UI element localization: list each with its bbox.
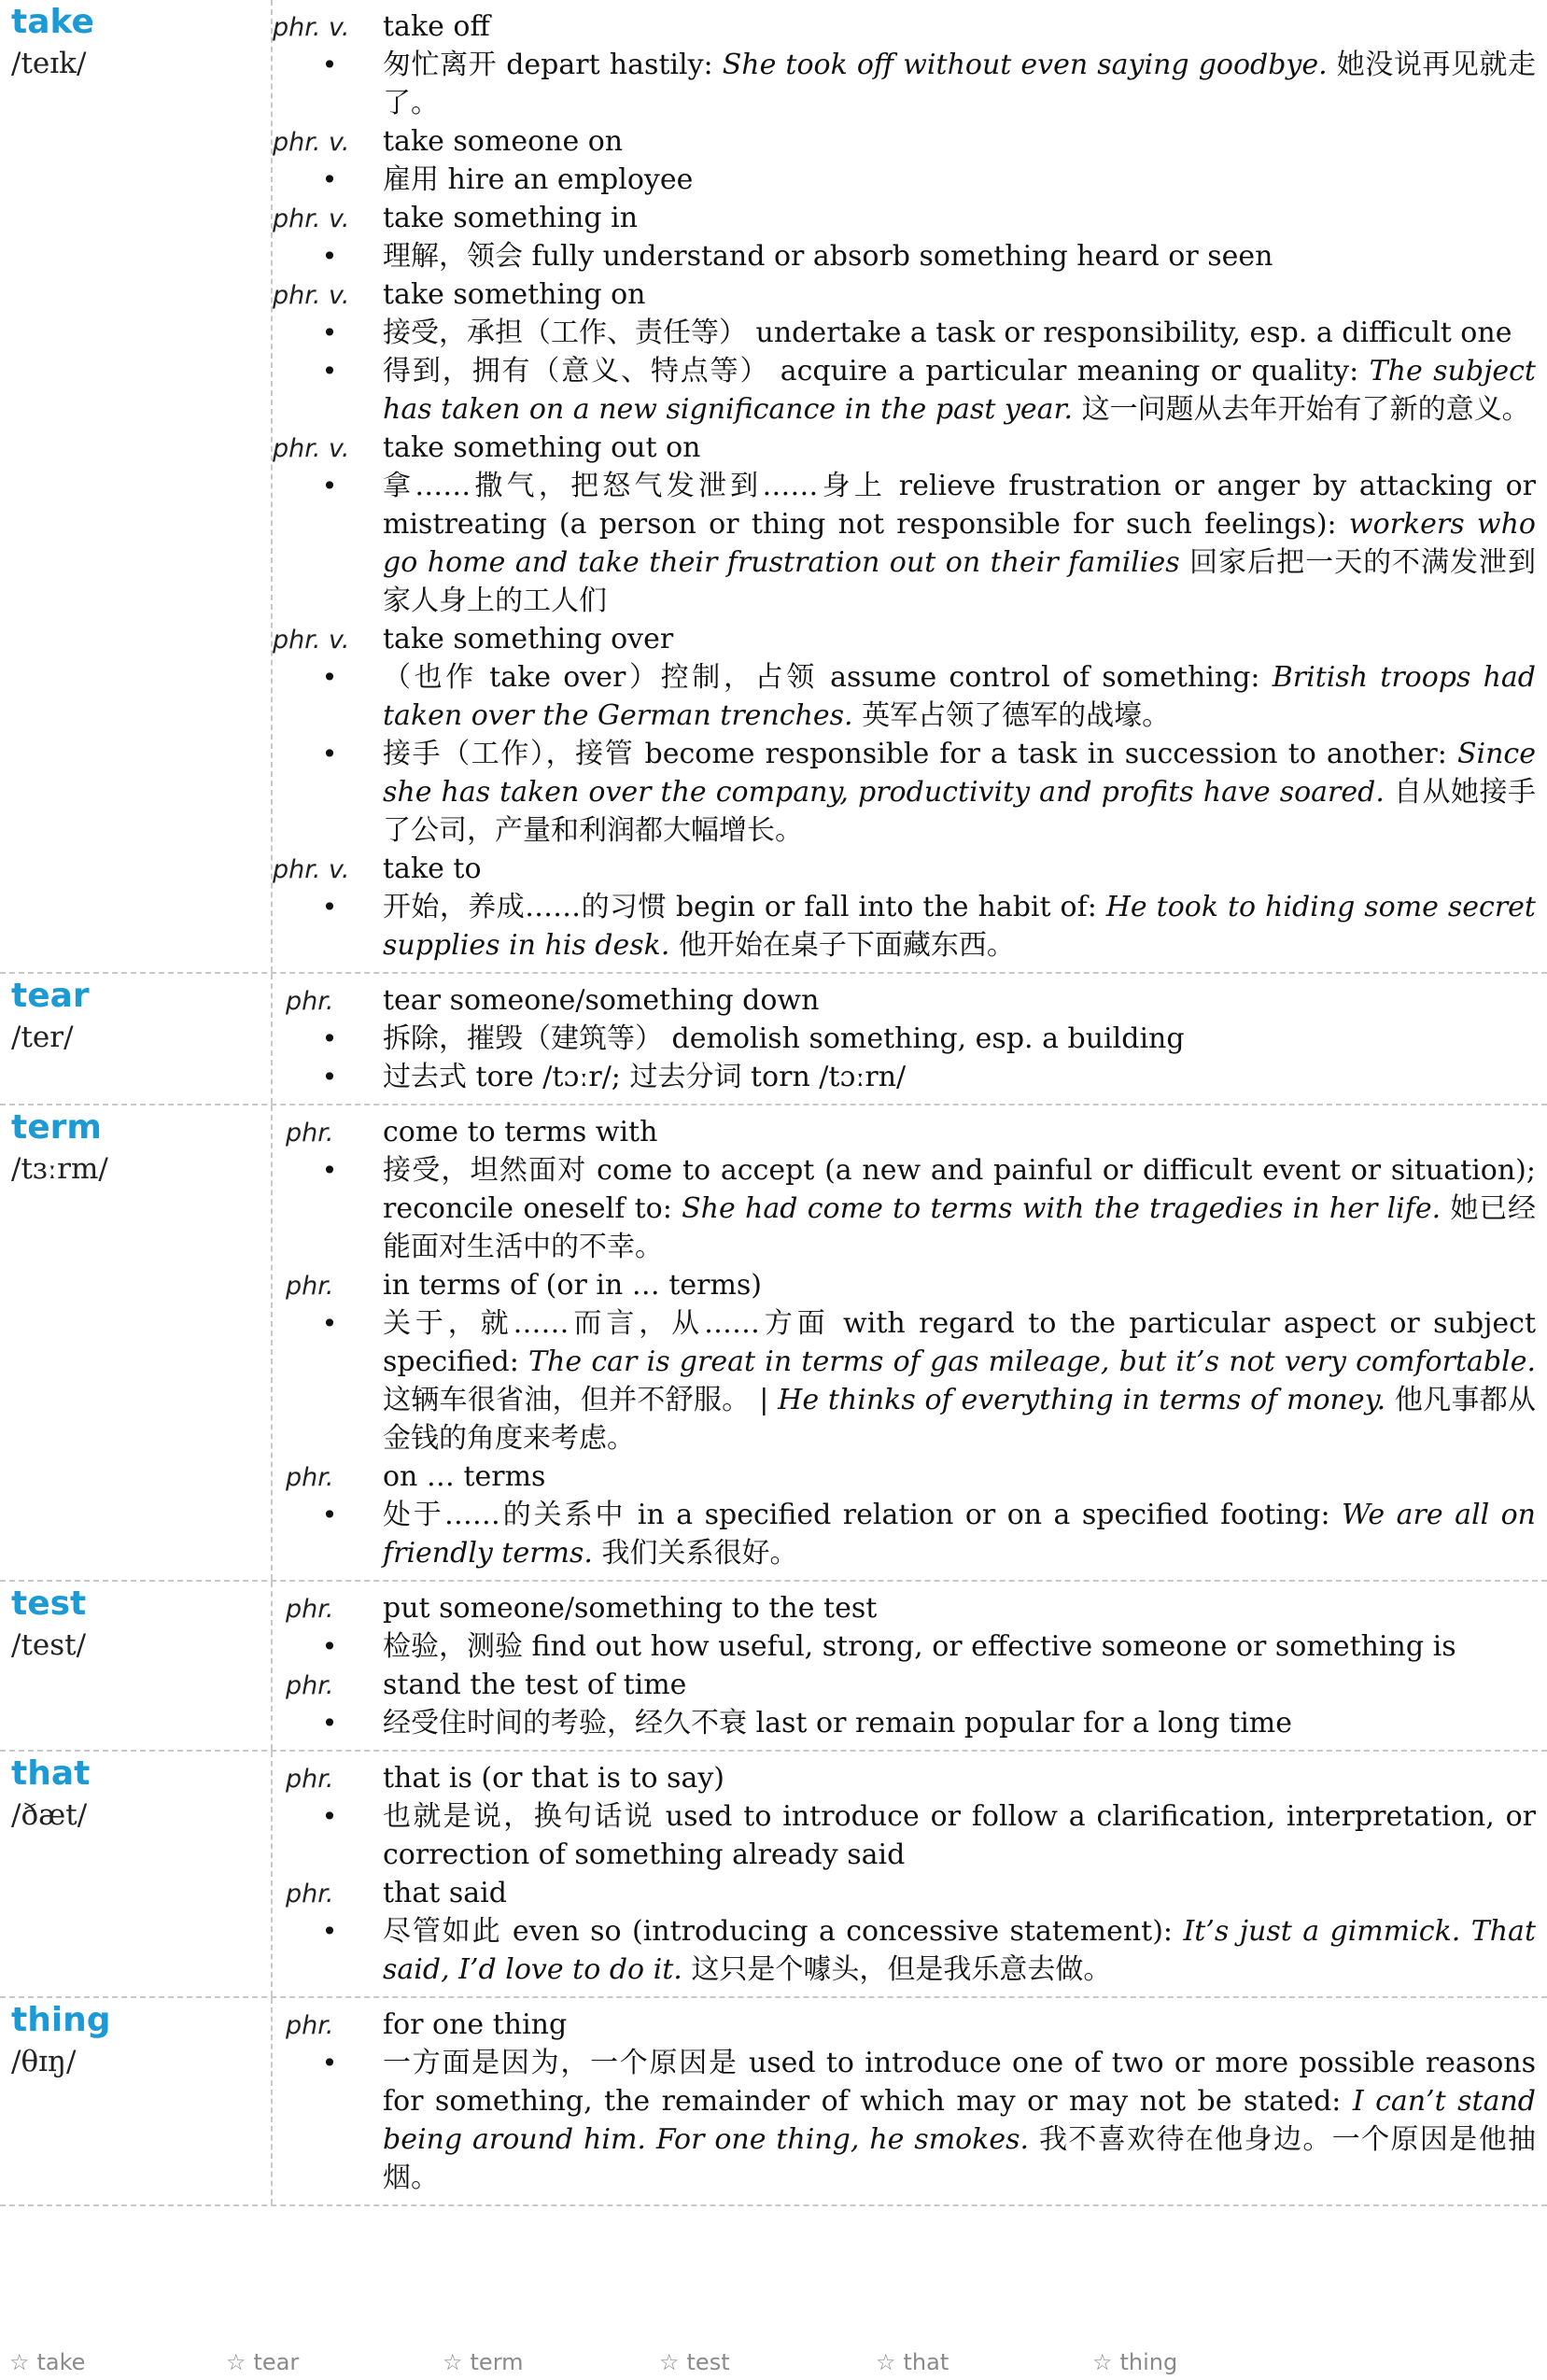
example: We are all on friendly terms. (383, 1499, 1536, 1570)
phrase-block (273, 7, 1538, 122)
sense-item (273, 46, 1538, 122)
example: The car is great in terms of gas mileage, but it’s not very comfortable. (528, 1345, 1536, 1378)
bullet-icon: • (321, 241, 338, 272)
example-translation: 这辆车很省油，但并不舒服。 | (383, 1384, 779, 1416)
part-of-speech: phr. v. (273, 128, 350, 157)
example: She took off without even saying goodbye. (722, 49, 1328, 81)
headword-column (0, 1582, 273, 1750)
entry-take (0, 0, 1547, 974)
pronunciation: /ter/ (11, 1021, 74, 1054)
example: British troops had taken over the German trenches. (383, 661, 1536, 732)
sense-text (383, 1020, 1538, 1058)
sense-text (383, 658, 1538, 735)
phrase-line (273, 1874, 1538, 1912)
part-of-speech: phr. v. (273, 626, 350, 655)
definition: 得到，拥有（意义、特点等） acquire a particular meaning or quality: (383, 355, 1370, 387)
headword-column (0, 1752, 273, 1996)
pronunciation: /ðæt/ (11, 1798, 88, 1832)
bullet-icon: • (321, 317, 338, 348)
tab-label: thing (1119, 2349, 1178, 2375)
part-of-speech: phr. v. (273, 204, 350, 233)
definition: 处于……的关系中 in a specified relation or on a specified footing: (383, 1499, 1343, 1531)
sense-text (383, 314, 1538, 352)
part-of-speech: phr. (286, 2011, 334, 2040)
phrase-text: tear someone/something down (383, 984, 820, 1017)
bullet-icon: • (321, 2048, 338, 2078)
part-of-speech: phr. (286, 1595, 334, 1624)
phrase-line (273, 1266, 1538, 1304)
example: Since she has taken over the company, productivity and profits have soared. (383, 738, 1536, 809)
phrase-line (273, 1759, 1538, 1797)
pronunciation: /tɜːrm/ (11, 1152, 108, 1186)
sense-item (273, 1058, 1538, 1096)
sense-text (383, 1058, 1538, 1096)
word-tab-bar (0, 2338, 1547, 2380)
entry-body (273, 1582, 1547, 1750)
definition: 接受，坦然面对 come to accept (a new and painful or difficult event or situation); reconcile oneself to: (383, 1154, 1536, 1225)
tab-that[interactable] (876, 2349, 949, 2375)
sense-text (383, 237, 1538, 275)
definition: 经受住时间的考验，经久不衰 last or remain popular for a long time (383, 1707, 1293, 1739)
example: I can’t stand being around him. For one thing, he smokes. (383, 2085, 1536, 2156)
part-of-speech: phr. v. (273, 13, 350, 42)
pronunciation: /teɪk/ (11, 47, 87, 80)
phrase-text: take something out on (383, 431, 701, 464)
pronunciation: /θɪŋ/ (11, 2045, 77, 2078)
phrase-text: in terms of (or in … terms) (383, 1269, 763, 1302)
definition: 过去式 tore /tɔːr/; 过去分词 torn /tɔːrn/ (383, 1061, 907, 1093)
phrase-line (273, 275, 1538, 314)
bullet-icon: • (321, 1708, 338, 1739)
sense-text (383, 467, 1538, 620)
sense-item (273, 1912, 1538, 1989)
entry-body (273, 1752, 1547, 1996)
phrase-block (273, 1113, 1538, 1266)
entry-body (273, 0, 1547, 972)
phrase-block (273, 1458, 1538, 1572)
entry-tear (0, 974, 1547, 1106)
sense-text (383, 1627, 1538, 1666)
part-of-speech: phr. (286, 1765, 334, 1794)
headword: test (11, 1584, 87, 1623)
sense-text (383, 46, 1538, 122)
part-of-speech: phr. (286, 1119, 334, 1148)
tab-label: tear (253, 2349, 300, 2375)
sense-text (383, 1797, 1538, 1874)
bullet-icon: • (321, 1062, 338, 1092)
sense-item (273, 735, 1538, 850)
tab-tear[interactable] (226, 2349, 299, 2375)
bullet-icon: • (321, 1801, 338, 1832)
phrase-block (273, 429, 1538, 620)
phrase-line (273, 7, 1538, 46)
bullet-icon: • (321, 1155, 338, 1186)
star-icon: ☆ (443, 2349, 463, 2375)
headword: tear (11, 977, 90, 1015)
phrase-block (273, 1266, 1538, 1458)
phrase-text: take something over (383, 623, 674, 655)
bullet-icon: • (321, 471, 338, 501)
example: The subject has taken on a new significance in the past year. (383, 355, 1536, 426)
tab-label: take (36, 2349, 86, 2375)
entry-body (273, 974, 1547, 1104)
example-translation: 我们关系很好。 (592, 1537, 798, 1570)
tab-thing[interactable] (1092, 2349, 1177, 2375)
bullet-icon: • (321, 662, 338, 693)
example-translation: 她已经能面对生活中的不幸。 (383, 1192, 1536, 1263)
phrase-line (273, 981, 1538, 1020)
definition: 接手（工作），接管 become responsible for a task in succession to another: (383, 738, 1457, 770)
part-of-speech: phr. (286, 1880, 334, 1908)
sense-item (273, 237, 1538, 275)
example: It’s just a gimmick. That said, I’d love to do it. (383, 1915, 1536, 1986)
sense-text (383, 1496, 1538, 1572)
definition: 理解，领会 fully understand or absorb something heard or seen (383, 240, 1273, 273)
bullet-icon: • (321, 739, 338, 769)
sense-text (383, 352, 1538, 429)
example-translation: 我不喜欢待在他身边。一个原因是他抽烟。 (383, 2123, 1536, 2194)
entry-thing (0, 1998, 1547, 2206)
headword: thing (11, 2001, 111, 2039)
definition: 雇用 hire an employee (383, 163, 694, 196)
sense-item (273, 1797, 1538, 1874)
bullet-icon: • (321, 1023, 338, 1054)
example-translation: 回家后把一天的不满发泄到家人身上的工人们 (383, 546, 1536, 617)
sense-item (273, 888, 1538, 965)
part-of-speech: phr. v. (273, 281, 350, 310)
phrase-block (273, 199, 1538, 275)
phrase-block (273, 1666, 1538, 1742)
phrase-line (273, 1589, 1538, 1627)
definition: 开始，养成……的习惯 begin or fall into the habit of: (383, 891, 1106, 923)
bullet-icon: • (321, 1916, 338, 1947)
bullet-icon: • (321, 1308, 338, 1339)
example-translation: 英军占领了德军的战壕。 (852, 699, 1171, 732)
sense-item (273, 1627, 1538, 1666)
phrase-block (273, 2006, 1538, 2197)
part-of-speech: phr. v. (273, 855, 350, 884)
phrase-text: that said (383, 1877, 507, 1909)
sense-text (383, 1912, 1538, 1989)
bullet-icon: • (321, 49, 338, 80)
phrase-block (273, 1759, 1538, 1874)
part-of-speech: phr. (286, 1272, 334, 1301)
tab-label: that (903, 2349, 949, 2375)
phrase-text: on … terms (383, 1460, 546, 1493)
phrase-block (273, 275, 1538, 429)
phrase-line (273, 429, 1538, 467)
phrase-text: take off (383, 10, 490, 43)
phrase-line (273, 850, 1538, 888)
example-translation: 他开始在桌子下面藏东西。 (669, 929, 1015, 962)
headword: that (11, 1754, 91, 1793)
example-translation: 这只是个噱头，但是我乐意去做。 (682, 1953, 1112, 1986)
sense-item (273, 1304, 1538, 1458)
star-icon: ☆ (9, 2349, 30, 2375)
phrase-line (273, 1666, 1538, 1704)
phrase-block (273, 981, 1538, 1096)
bullet-icon: • (321, 164, 338, 195)
entry-test (0, 1582, 1547, 1752)
star-icon: ☆ (659, 2349, 680, 2375)
phrase-line (273, 1458, 1538, 1496)
sense-item (273, 314, 1538, 352)
entry-that (0, 1752, 1547, 1998)
tab-test[interactable] (659, 2349, 730, 2375)
example: workers who go home and take their frustration out on their families (383, 508, 1536, 579)
sense-item (273, 1020, 1538, 1058)
phrase-block (273, 620, 1538, 850)
sense-item (273, 1151, 1538, 1266)
phrase-text: take something in (383, 202, 639, 234)
headword-column (0, 0, 273, 972)
headword-column (0, 1106, 273, 1580)
sense-text (383, 161, 1538, 199)
phrase-line (273, 199, 1538, 237)
definition: 关于，就……而言，从……方面 with regard to the particular aspect or subject specified: (383, 1307, 1536, 1378)
phrase-block (273, 850, 1538, 965)
sense-item (273, 1704, 1538, 1742)
phrase-line (273, 122, 1538, 161)
phrase-block (273, 1874, 1538, 1989)
phrase-text: come to terms with (383, 1116, 658, 1148)
headword-column (0, 974, 273, 1104)
definition: 接受，承担（工作、责任等） undertake a task or responsibility, esp. a difficult one (383, 317, 1512, 349)
phrase-line (273, 2006, 1538, 2044)
headword: take (11, 3, 94, 41)
phrase-text: for one thing (383, 2008, 568, 2041)
example: She had come to terms with the tragedies in her life. (682, 1192, 1442, 1225)
definition: 尽管如此 even so (introducing a concessive statement): (383, 1915, 1184, 1948)
bullet-icon: • (321, 892, 338, 922)
phrase-text: take someone on (383, 125, 624, 158)
phrase-text: put someone/something to the test (383, 1592, 878, 1625)
phrase-line (273, 1113, 1538, 1151)
part-of-speech: phr. v. (273, 434, 350, 463)
headword: term (11, 1108, 102, 1147)
definition: 拆除，摧毁（建筑等） demolish something, esp. a building (383, 1022, 1185, 1055)
definition: 检验，测验 find out how useful, strong, or effective someone or something is (383, 1630, 1456, 1663)
tab-label: test (686, 2349, 730, 2375)
entry-body (273, 1106, 1547, 1580)
phrase-block (273, 122, 1538, 199)
part-of-speech: phr. (286, 987, 334, 1016)
phrase-line (273, 620, 1538, 658)
pronunciation: /test/ (11, 1628, 87, 1662)
example: He thinks of everything in terms of money. (778, 1384, 1386, 1416)
sense-item (273, 352, 1538, 429)
sense-item (273, 2044, 1538, 2197)
phrase-block (273, 1589, 1538, 1666)
phrase-text: take to (383, 852, 482, 885)
example-translation: 他凡事都从金钱的角度来考虑。 (383, 1384, 1536, 1455)
example-translation: 自从她接手了公司，产量和利润都大幅增长。 (383, 776, 1536, 847)
star-icon: ☆ (876, 2349, 896, 2375)
entry-body (273, 1998, 1547, 2204)
sense-item (273, 658, 1538, 735)
sense-item (273, 1496, 1538, 1572)
sense-text (383, 1704, 1538, 1742)
bullet-icon: • (321, 356, 338, 387)
definition: 匆忙离开 depart hastily: (383, 49, 723, 81)
sense-item (273, 467, 1538, 620)
tab-term[interactable] (443, 2349, 524, 2375)
part-of-speech: phr. (286, 1463, 334, 1492)
sense-text (383, 888, 1538, 965)
example: He took to hiding some secret supplies in his desk. (383, 891, 1536, 962)
sense-text (383, 1151, 1538, 1266)
definition: 一方面是因为，一个原因是 used to introduce one of two or more possible reasons for something, the remainder of which may or may not be stated: (383, 2047, 1536, 2118)
definition: 也就是说，换句话说 used to introduce or follow a clarification, interpretation, or correction of something already said (383, 1800, 1536, 1871)
example-translation: 她没说再见就走了。 (383, 49, 1536, 120)
example-translation: 这一问题从去年开始有了新的意义。 (1073, 393, 1530, 426)
tab-take[interactable] (9, 2349, 85, 2375)
phrase-text: stand the test of time (383, 1669, 687, 1701)
star-icon: ☆ (226, 2349, 246, 2375)
bullet-icon: • (321, 1631, 338, 1662)
sense-text (383, 735, 1538, 850)
tab-label: term (470, 2349, 524, 2375)
definition: （也作 take over）控制，占领 assume control of something: (383, 661, 1273, 694)
phrase-text: take something on (383, 278, 646, 311)
part-of-speech: phr. (286, 1671, 334, 1700)
sense-text (383, 2044, 1538, 2197)
definition: 拿……撒气，把怒气发泄到……身上 relieve frustration or anger by attacking or mistreating (a person or thing not responsible for such feelings): (383, 470, 1536, 541)
bullet-icon: • (321, 1500, 338, 1530)
sense-item (273, 161, 1538, 199)
star-icon: ☆ (1092, 2349, 1113, 2375)
phrase-text: that is (or that is to say) (383, 1762, 724, 1795)
entry-term (0, 1106, 1547, 1582)
headword-column (0, 1998, 273, 2204)
sense-text (383, 1304, 1538, 1458)
